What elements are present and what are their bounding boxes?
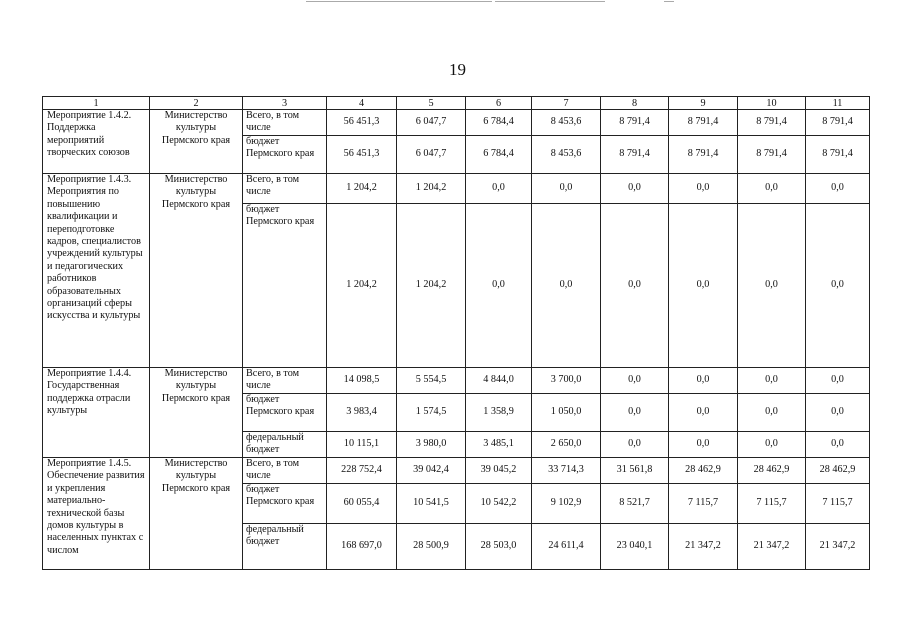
value-cell: 0,0 xyxy=(738,204,806,368)
value-cell: 0,0 xyxy=(806,368,870,394)
value-cell: 21 347,2 xyxy=(669,524,738,570)
funding-label: бюджет Пермского края xyxy=(243,136,327,174)
value-cell: 0,0 xyxy=(806,432,870,458)
column-header: 11 xyxy=(806,97,870,110)
value-cell: 0,0 xyxy=(601,204,669,368)
measure-cell: Мероприятие 1.4.4. Государственная поддержка отрасли культуры xyxy=(43,368,150,458)
ministry-cell: Министерство культуры Пермского края xyxy=(150,458,243,570)
value-cell: 28 500,9 xyxy=(397,524,466,570)
measure-cell: Мероприятие 1.4.2. Поддержка мероприятий творческих союзов xyxy=(43,110,150,174)
value-cell: 1 574,5 xyxy=(397,394,466,432)
funding-label: бюджет Пермского края xyxy=(243,394,327,432)
funding-label: Всего, в том числе xyxy=(243,110,327,136)
value-cell: 0,0 xyxy=(601,368,669,394)
measure-cell: Мероприятие 1.4.5. Обеспечение развития и укрепления материально-технической базы домов культуры в населенных пунктах с числом xyxy=(43,458,150,570)
value-cell: 0,0 xyxy=(738,368,806,394)
value-cell: 0,0 xyxy=(806,394,870,432)
value-cell: 28 462,9 xyxy=(669,458,738,484)
value-cell: 1 358,9 xyxy=(466,394,532,432)
funding-label: бюджет Пермского края xyxy=(243,484,327,524)
funding-label: Всего, в том числе xyxy=(243,458,327,484)
column-header: 10 xyxy=(738,97,806,110)
value-cell: 28 462,9 xyxy=(738,458,806,484)
value-cell: 0,0 xyxy=(669,394,738,432)
table-row xyxy=(43,368,870,394)
value-cell: 8 791,4 xyxy=(601,136,669,174)
value-cell: 8 791,4 xyxy=(738,110,806,136)
value-cell: 33 714,3 xyxy=(532,458,601,484)
value-cell: 0,0 xyxy=(738,174,806,204)
value-cell: 0,0 xyxy=(669,432,738,458)
page-number: 19 xyxy=(449,60,466,79)
value-cell: 0,0 xyxy=(669,204,738,368)
column-header: 6 xyxy=(466,97,532,110)
value-cell: 5 554,5 xyxy=(397,368,466,394)
value-cell: 39 045,2 xyxy=(466,458,532,484)
value-cell: 0,0 xyxy=(738,432,806,458)
value-cell: 56 451,3 xyxy=(327,136,397,174)
value-cell: 31 561,8 xyxy=(601,458,669,484)
column-header: 9 xyxy=(669,97,738,110)
table-row xyxy=(43,110,870,136)
value-cell: 2 650,0 xyxy=(532,432,601,458)
ministry-cell: Министерство культуры Пермского края xyxy=(150,174,243,368)
value-cell: 14 098,5 xyxy=(327,368,397,394)
value-cell: 8 521,7 xyxy=(601,484,669,524)
value-cell: 10 541,5 xyxy=(397,484,466,524)
value-cell: 23 040,1 xyxy=(601,524,669,570)
table-row xyxy=(43,458,870,484)
value-cell: 4 844,0 xyxy=(466,368,532,394)
value-cell: 8 791,4 xyxy=(806,110,870,136)
value-cell: 1 204,2 xyxy=(327,204,397,368)
value-cell: 6 047,7 xyxy=(397,110,466,136)
value-cell: 0,0 xyxy=(532,204,601,368)
value-cell: 0,0 xyxy=(806,204,870,368)
funding-label: Всего, в том числе xyxy=(243,174,327,204)
value-cell: 0,0 xyxy=(669,368,738,394)
value-cell: 0,0 xyxy=(466,174,532,204)
header-row xyxy=(43,97,870,110)
value-cell: 8 791,4 xyxy=(806,136,870,174)
value-cell: 228 752,4 xyxy=(327,458,397,484)
value-cell: 21 347,2 xyxy=(738,524,806,570)
value-cell: 8 453,6 xyxy=(532,136,601,174)
value-cell: 6 784,4 xyxy=(466,136,532,174)
value-cell: 1 050,0 xyxy=(532,394,601,432)
value-cell: 0,0 xyxy=(601,394,669,432)
value-cell: 3 983,4 xyxy=(327,394,397,432)
value-cell: 0,0 xyxy=(669,174,738,204)
funding-label: бюджет Пермского края xyxy=(243,204,327,368)
funding-label: федеральный бюджет xyxy=(243,524,327,570)
value-cell: 7 115,7 xyxy=(806,484,870,524)
value-cell: 8 791,4 xyxy=(669,110,738,136)
funding-label: Всего, в том числе xyxy=(243,368,327,394)
column-header: 3 xyxy=(243,97,327,110)
value-cell: 3 700,0 xyxy=(532,368,601,394)
value-cell: 6 784,4 xyxy=(466,110,532,136)
value-cell: 0,0 xyxy=(466,204,532,368)
measure-cell: Мероприятие 1.4.3. Мероприятия по повышению квалификации и переподготовке кадров, специалистов учреждений культуры и педагогических работников образовательных организаций сферы искусства и культуры xyxy=(43,174,150,368)
value-cell: 0,0 xyxy=(806,174,870,204)
value-cell: 0,0 xyxy=(532,174,601,204)
value-cell: 10 542,2 xyxy=(466,484,532,524)
value-cell: 168 697,0 xyxy=(327,524,397,570)
column-header: 7 xyxy=(532,97,601,110)
column-header: 1 xyxy=(43,97,150,110)
value-cell: 8 791,4 xyxy=(738,136,806,174)
table-row xyxy=(43,174,870,204)
value-cell: 28 462,9 xyxy=(806,458,870,484)
value-cell: 39 042,4 xyxy=(397,458,466,484)
value-cell: 56 451,3 xyxy=(327,110,397,136)
value-cell: 10 115,1 xyxy=(327,432,397,458)
value-cell: 0,0 xyxy=(601,174,669,204)
value-cell: 28 503,0 xyxy=(466,524,532,570)
value-cell: 0,0 xyxy=(601,432,669,458)
budget-table xyxy=(42,96,870,570)
value-cell: 24 611,4 xyxy=(532,524,601,570)
column-header: 8 xyxy=(601,97,669,110)
value-cell: 7 115,7 xyxy=(669,484,738,524)
value-cell: 8 791,4 xyxy=(601,110,669,136)
value-cell: 1 204,2 xyxy=(397,174,466,204)
column-header: 4 xyxy=(327,97,397,110)
funding-label: федеральный бюджет xyxy=(243,432,327,458)
value-cell: 1 204,2 xyxy=(327,174,397,204)
value-cell: 60 055,4 xyxy=(327,484,397,524)
value-cell: 7 115,7 xyxy=(738,484,806,524)
value-cell: 8 791,4 xyxy=(669,136,738,174)
ministry-cell: Министерство культуры Пермского края xyxy=(150,110,243,174)
value-cell: 0,0 xyxy=(738,394,806,432)
value-cell: 3 980,0 xyxy=(397,432,466,458)
value-cell: 21 347,2 xyxy=(806,524,870,570)
scan-top-marks xyxy=(0,0,905,6)
value-cell: 8 453,6 xyxy=(532,110,601,136)
value-cell: 1 204,2 xyxy=(397,204,466,368)
value-cell: 6 047,7 xyxy=(397,136,466,174)
value-cell: 9 102,9 xyxy=(532,484,601,524)
column-header: 2 xyxy=(150,97,243,110)
ministry-cell: Министерство культуры Пермского края xyxy=(150,368,243,458)
column-header: 5 xyxy=(397,97,466,110)
value-cell: 3 485,1 xyxy=(466,432,532,458)
